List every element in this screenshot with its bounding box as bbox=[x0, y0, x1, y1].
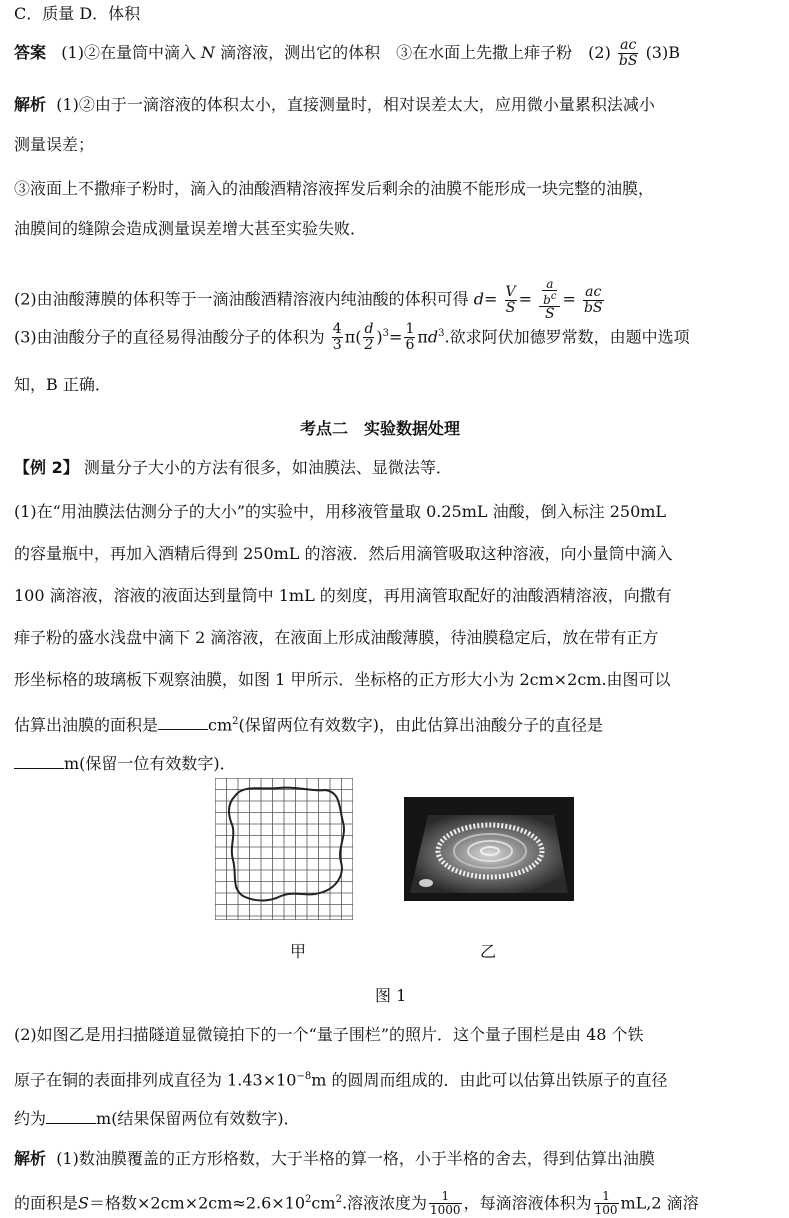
analysis2-line1: 解析 (1)数油膜覆盖的正方形格数，大于半格的算一格，小于半格的舍去，得到估算出油膜 bbox=[14, 1149, 655, 1168]
section-title: 考点二 实验数据处理 bbox=[300, 419, 461, 438]
quantum-corral-photo bbox=[404, 797, 574, 901]
example2-q2-line3: 约为 m(结果保留两位有效数字)． bbox=[14, 1109, 300, 1128]
analysis1-line7: 知，B 正确． bbox=[14, 375, 111, 394]
example2-line2: 的容量瓶中，再加入酒精后得到 250mL 的溶液．然后用滴管吸取这种溶液，向小量筒中滴入 bbox=[14, 544, 673, 563]
example2-line1: (1)在“用油膜法估测分子的大小”的实验中，用移液管量取 0.25mL 油酸，倒入标注 250mL bbox=[14, 502, 667, 521]
example2-line6: 估算出油膜的面积是 $cm^2$(保留两位有效数字)，由此估算出油酸分子的直径是 bbox=[14, 715, 604, 735]
figure-caption: 图 1 bbox=[375, 986, 407, 1005]
analysis1-line6: (3)由油酸分子的直径易得油酸分子的体积为 $\frac{4}{3}$ π( $\frac{d}{2}$ )$^3$= $\frac{1}{6}$ $\pi d^3$.欲求阿伏加德罗常数，由题中选项 bbox=[14, 321, 690, 354]
example2-line7: m(保留一位有效数字)． bbox=[14, 752, 236, 776]
nested-fraction: $\frac{a}{b^c}$ S bbox=[539, 278, 560, 322]
analysis2-line2: 的面积是S＝格数$\times 2cm\times 2cm\approx 2.6\times 10^2cm^2$.溶液浓度为 $\frac{1}{1000}$ ，每滴溶液体积为 $\frac{1}{100}$ mL,2 滴溶 bbox=[14, 1189, 699, 1218]
fraction-ac-bs: $\frac{ac}{bS}$ bbox=[618, 37, 638, 69]
example-label: 【例 2】 bbox=[14, 458, 79, 477]
figure-label-yi: 乙 bbox=[480, 942, 497, 961]
analysis1-line2: 测量误差； bbox=[14, 135, 95, 154]
example2-q2-line1: (2)如图乙是用扫描隧道显微镜拍下的一个“量子围栏”的照片．这个量子围栏是由 48 个铁 bbox=[14, 1025, 644, 1044]
answer-line: 答案 (1)②在量筒中滴入 N 滴溶液，测出它的体积 ③在水面上先撒上痱子粉 (2) $\frac{ac}{bS}$ (3)B bbox=[14, 37, 680, 69]
analysis-label-2: 解析 bbox=[14, 1149, 47, 1168]
analysis1-line4: 油膜间的缝隙会造成测量误差增大甚至实验失败． bbox=[14, 219, 367, 238]
blank-diameter bbox=[14, 754, 64, 769]
analysis-label: 解析 bbox=[14, 95, 47, 114]
oil-film-grid-figure bbox=[215, 778, 353, 920]
blank-iron-diameter bbox=[46, 1109, 96, 1124]
answer-label: 答案 bbox=[14, 43, 47, 62]
analysis1-line3: ③液面上不撒痱子粉时，滴入的油酸酒精溶液挥发后剩余的油膜不能形成一块完整的油膜， bbox=[14, 179, 655, 198]
example2-line0: 【例 2】 测量分子大小的方法有很多，如油膜法、显微法等． bbox=[14, 458, 452, 477]
example2-line3: 100 滴溶液，溶液的液面达到量筒中 1mL 的刻度，再用滴管取配好的油酸酒精溶液，向撒有 bbox=[14, 586, 672, 605]
example2-q2-line2: 原子在铜的表面排列成直径为 $1.43\times 10^{-8}m$ 的圆周而组成的．由此可以估算出铁原子的直径 bbox=[14, 1070, 668, 1090]
analysis1-line1: 解析 (1)②由于一滴溶液的体积太小，直接测量时，相对误差太大，应用微小量累积法减小 bbox=[14, 95, 655, 114]
option-line: C．质量 D．体积 bbox=[14, 4, 141, 23]
blank-area bbox=[158, 715, 208, 730]
figure-label-jia: 甲 bbox=[290, 942, 307, 961]
example2-line4: 痱子粉的盛水浅盘中滴下 2 滴溶液，在液面上形成油酸薄膜，待油膜稳定后，放在带有正方 bbox=[14, 628, 659, 647]
analysis1-line5: (2)由油酸薄膜的体积等于一滴油酸酒精溶液内纯油酸的体积可得 d= $\frac{V}{S}$ = $\frac{a}{b^c}$ S = $\frac{ac}{bS}$ bbox=[14, 277, 603, 322]
example2-line5: 形坐标格的玻璃板下观察油膜，如图 1 甲所示．坐标格的正方形大小为 2cm×2cm.由图可以 bbox=[14, 670, 671, 689]
